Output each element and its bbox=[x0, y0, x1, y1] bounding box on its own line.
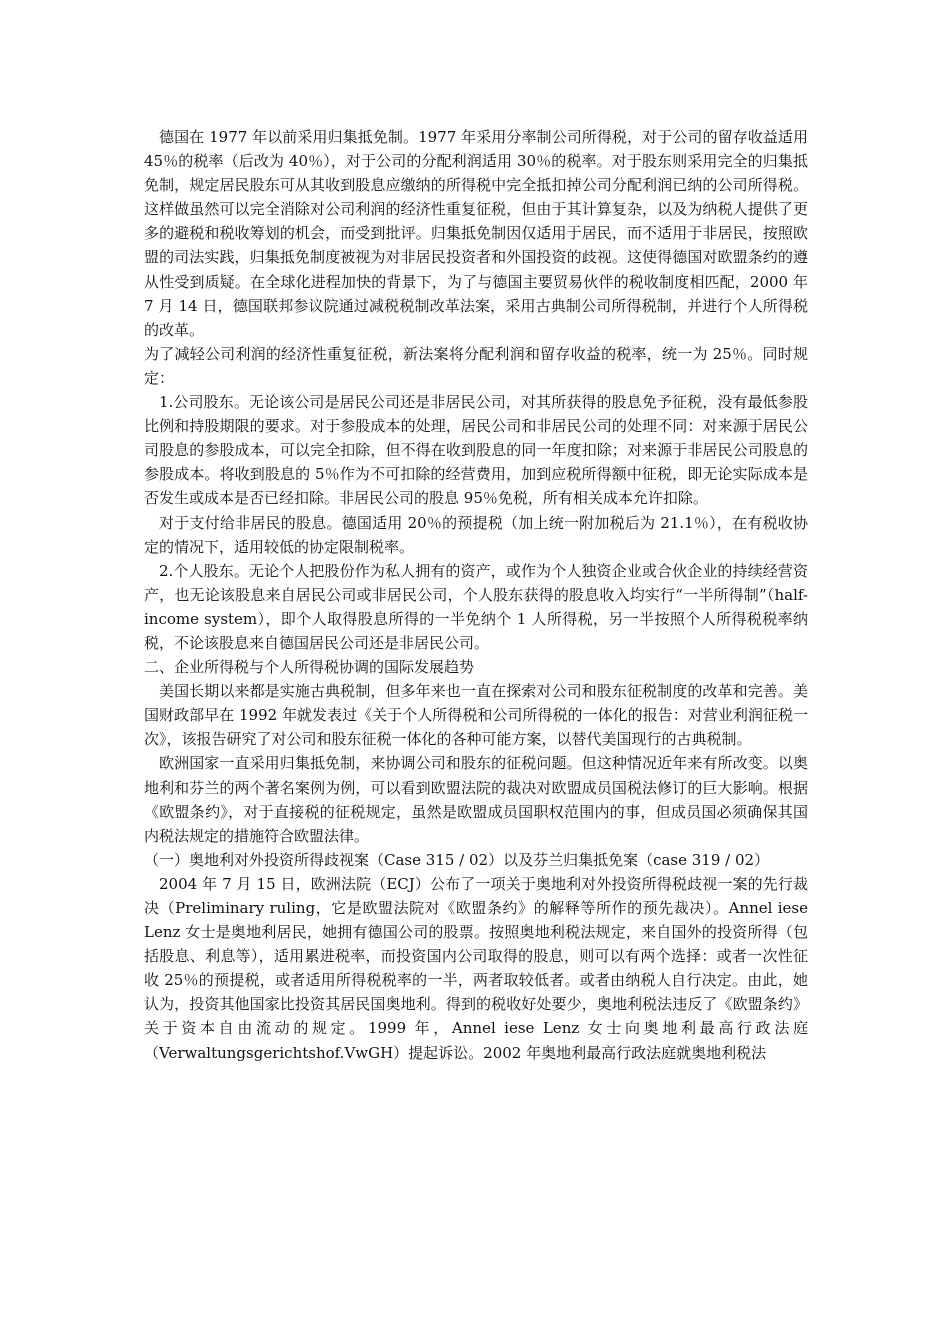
document-page bbox=[144, 125, 808, 1065]
paragraph-lenz-case: 2004 年 7 月 15 日，欧洲法院（ECJ）公布了一项关于奥地利对外投资所得税歧视一案的先行裁决（Preliminary ruling，它是欧盟法院对《欧盟条约》的解释等所作的预先裁决）。Annel iese Lenz 女士是奥地利居民，她拥有德国公司的股票。按照奥地利税法规定，来自国外的投资所得（包括股息、利息等），适用累进税率，而投资国内公司取得的股息，则可以有两个选择：或者一次性征收 25％的预提税，或者适用所得税税率的一半，两者取较低者。或者由纳税人自行决定。由此，她认为，投资其他国家比投资其居民国奥地利。得到的税收好处要少，奥地利税法违反了《欧盟条约》关于资本自由流动的规定。1999 年，Annel iese Lenz 女士向奥地利最高行政法庭（Verwaltungsgerichtshof.VwGH）提起诉讼。2002 年奥地利最高行政法庭就奥地利税法 bbox=[144, 874, 808, 1062]
paragraph-europe-imputation: 欧洲国家一直采用归集抵免制，来协调公司和股东的征税问题。但这种情况近年来有所改变。以奥地利和芬兰的两个著名案例为例，可以看到欧盟法院的裁决对欧盟成员国税法修订的巨大影响。根据《欧盟条约》，对于直接税的征税规定，虽然是欧盟成员国职权范围内的事，但成员国必须确保其国内税法规定的措施符合欧盟法律。 bbox=[144, 754, 808, 845]
paragraph-corporate-shareholders: 1.公司股东。无论该公司是居民公司还是非居民公司，对其所获得的股息免予征税，没有最低参股比例和持股期限的要求。对于参股成本的处理，居民公司和非居民公司的处理不同：对来源于居民公司股息的参股成本，可以完全扣除，但不得在收到股息的同一年度扣除；对来源于非居民公司股息的参股成本。将收到股息的 5％作为不可扣除的经营费用，加到应税所得额中征税，即无论实际成本是否发生或成本是否已经扣除。非居民公司的股息 95％免税，所有相关成本允许扣除。 bbox=[144, 393, 808, 508]
section-heading-international-trends: 二、企业所得税与个人所得税协调的国际发展趋势 bbox=[144, 658, 475, 677]
subsection-heading-cases: （一）奥地利对外投资所得歧视案（Case 315 / 02）以及芬兰归集抵免案（case 319 / 02） bbox=[144, 850, 770, 869]
paragraph-individual-shareholders: 2.个人股东。无论个人把股份作为私人拥有的资产，或作为个人独资企业或合伙企业的持续经营资产，也无论该股息来自居民公司或非居民公司，个人股东获得的股息收入均实行“一半所得制”（half-income system），即个人取得股息所得的一半免纳个 1 人所得税，另一半按照个人所得税税率纳税，不论该股息来自德国居民公司还是非居民公司。 bbox=[144, 561, 808, 652]
paragraph-us-classical-system: 美国长期以来都是实施古典税制，但多年来也一直在探索对公司和股东征税制度的改革和完善。美国财政部早在 1992 年就发表过《关于个人所得税和公司所得税的一体化的报告：对营业利润征税一次》，该报告研究了对公司和股东征税一体化的各种可能方案，以替代美国现行的古典税制。 bbox=[144, 682, 808, 749]
paragraph-nonresident-dividends: 对于支付给非居民的股息。德国适用 20％的预提税（加上统一附加税后为 21.1％），在有税收协定的情况下，适用较低的协定限制税率。 bbox=[144, 513, 808, 556]
paragraph-new-law-rate: 为了减轻公司利润的经济性重复征税，新法案将分配利润和留存收益的税率，统一为 25％。同时规定： bbox=[144, 344, 808, 387]
paragraph-germany-history: 德国在 1977 年以前采用归集抵免制。1977 年采用分率制公司所得税，对于公司的留存收益适用 45％的税率（后改为 40％），对于公司的分配利润适用 30％的税率。对于股东则采用完全的归集抵免制，规定居民股东可从其收到股息应缴纳的所得税中完全抵扣掉公司分配利润已纳的公司所得税。这样做虽然可以完全消除对公司利润的经济性重复征税，但由于其计算复杂，以及为纳税人提供了更多的避税和税收筹划的机会，而受到批评。归集抵免制因仅适用于居民，而不适用于非居民，按照欧盟的司法实践，归集抵免制度被视为对非居民投资者和外国投资的歧视。这使得德国对欧盟条约的遵从性受到质疑。在全球化进程加快的背景下，为了与德国主要贸易伙伴的税收制度相匹配，2000 年 7 月 14 日，德国联邦参议院通过减税税制改革法案，采用古典制公司所得税制，并进行个人所得税的改革。 bbox=[144, 128, 808, 339]
